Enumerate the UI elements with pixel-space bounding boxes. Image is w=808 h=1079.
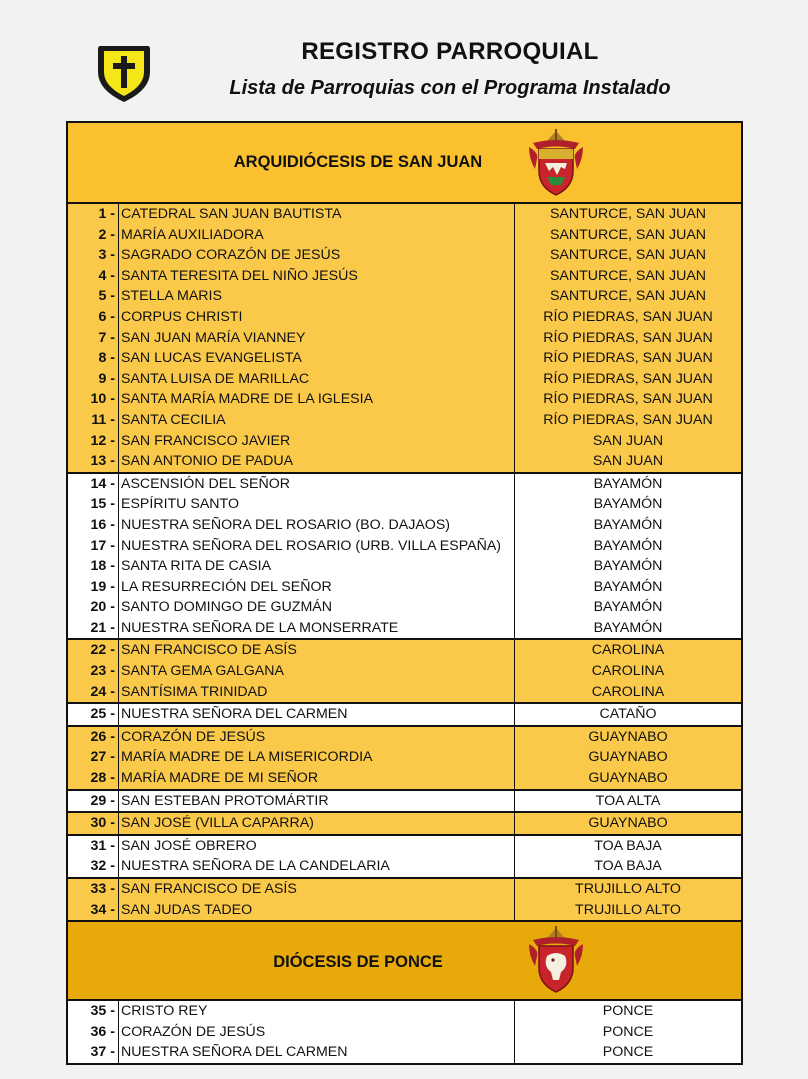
row-group [68,474,741,641]
parish-city: RÍO PIEDRAS, SAN JUAN [543,308,713,325]
parish-city: RÍO PIEDRAS, SAN JUAN [543,391,713,408]
table-row [68,536,741,557]
parish-name: SANTA CECILIA [119,410,515,431]
parish-name: SANTA TERESITA DEL NIÑO JESÚS [119,266,515,287]
row-number: 9 - [68,369,119,390]
row-number: 29 - [68,791,119,812]
parish-name: NUESTRA SEÑORA DEL ROSARIO (BO. DAJAOS) [119,515,515,536]
parish-city: TRUJILLO ALTO [575,881,681,897]
table-row [68,836,741,857]
table-row [68,266,741,287]
row-number: 36 - [68,1022,119,1043]
parish-name: SAN JUAN MARÍA VIANNEY [119,328,515,349]
table-row [68,900,741,921]
parish-name: SANTA MARÍA MADRE DE LA IGLESIA [119,389,515,410]
parish-city: SANTURCE, SAN JUAN [549,267,707,284]
parish-name: CRISTO REY [119,1001,515,1022]
parish-city: PONCE [602,1003,654,1020]
parish-city: SANTURCE, SAN JUAN [549,247,707,264]
parish-name: SAN LUCAS EVANGELISTA [119,348,515,369]
section-header-ponce [68,920,741,1001]
parish-city: TOA BAJA [594,858,662,875]
parish-city: TRUJILLO ALTO [575,901,681,918]
parish-city: SAN JUAN [592,453,664,470]
parish-name: NUESTRA SEÑORA DE LA MONSERRATE [119,618,515,639]
parish-city: SANTURCE, SAN JUAN [549,288,707,305]
parish-city: CAROLINA [591,663,665,680]
row-number: 22 - [68,640,119,661]
parish-city: RÍO PIEDRAS, SAN JUAN [543,350,713,367]
table-row [68,245,741,266]
parish-name: SANTA GEMA GALGANA [119,661,515,682]
table-row [68,577,741,598]
parish-name: SAN FRANCISCO JAVIER [119,431,515,452]
row-number: 21 - [68,618,119,639]
table-row [68,369,741,390]
table-row [68,451,741,472]
row-number: 28 - [68,768,119,789]
row-number: 27 - [68,747,119,768]
row-number: 5 - [68,286,119,307]
table-row [68,1022,741,1043]
parish-city: CATAÑO [599,706,657,723]
parish-name: CORAZÓN DE JESÚS [119,1022,515,1043]
row-group [68,1001,741,1063]
parish-name: SAN ANTONIO DE PADUA [119,451,515,472]
table-row [68,474,741,495]
row-number: 33 - [68,879,119,900]
shield-cross-logo-icon [94,42,154,104]
parish-city: BAYAMÓN [593,558,663,575]
parish-name: SAN JUDAS TADEO [119,900,515,921]
row-number: 18 - [68,556,119,577]
parish-name: MARÍA MADRE DE MI SEÑOR [119,768,515,789]
parish-name: SAN FRANCISCO DE ASÍS [119,879,515,900]
row-number: 13 - [68,451,119,472]
parish-city: GUAYNABO [588,770,668,787]
parish-city: RÍO PIEDRAS, SAN JUAN [543,370,713,387]
parish-name: LA RESURRECIÓN DEL SEÑOR [119,577,515,598]
table-row [68,431,741,452]
parish-city: GUAYNABO [588,815,668,832]
parish-name: NUESTRA SEÑORA DEL ROSARIO (URB. VILLA ESPAÑA) [119,536,515,557]
row-group [68,727,741,791]
row-number: 26 - [68,727,119,748]
row-number: 4 - [68,266,119,287]
parish-city: GUAYNABO [588,749,668,766]
row-group [68,836,741,879]
table-row [68,1042,741,1063]
row-group [68,813,741,836]
parish-city: CAROLINA [591,683,665,700]
table-row [68,879,741,900]
parish-name: NUESTRA SEÑORA DEL CARMEN [119,704,515,725]
parish-city: CAROLINA [591,642,665,659]
row-number: 11 - [68,410,119,431]
table-row [68,856,741,877]
parish-city: GUAYNABO [588,728,668,745]
row-number: 10 - [68,389,119,410]
parish-city: BAYAMÓN [593,578,663,595]
parish-city: SANTURCE, SAN JUAN [549,226,707,243]
section-header-san-juan [68,123,741,204]
parish-city: TOA ALTA [595,792,661,809]
page-title: REGISTRO PARROQUIAL [301,38,599,65]
table-row [68,640,741,661]
parish-city: TOA BAJA [594,837,662,854]
archdiocese-crest-icon [525,129,587,199]
parish-city: RÍO PIEDRAS, SAN JUAN [543,411,713,428]
table-row [68,661,741,682]
table-row [68,791,741,812]
row-group [68,204,741,474]
parish-name: SAN JOSÉ (VILLA CAPARRA) [119,813,515,834]
table-row [68,556,741,577]
parish-name: SAN FRANCISCO DE ASÍS [119,640,515,661]
parish-city: PONCE [602,1044,654,1061]
row-number: 14 - [68,474,119,495]
row-number: 17 - [68,536,119,557]
row-number: 1 - [68,204,119,225]
row-number: 20 - [68,597,119,618]
table-row [68,328,741,349]
parish-city: SANTURCE, SAN JUAN [549,206,707,222]
parish-name: STELLA MARIS [119,286,515,307]
table-row [68,727,741,748]
section-title: DIÓCESIS DE PONCE [273,953,443,972]
row-number: 30 - [68,813,119,834]
parish-name: MARÍA AUXILIADORA [119,225,515,246]
row-number: 19 - [68,577,119,598]
parish-city: BAYAMÓN [593,537,663,554]
parish-name: MARÍA MADRE DE LA MISERICORDIA [119,747,515,768]
table-row [68,515,741,536]
table-row [68,704,741,725]
parish-name: ASCENSIÓN DEL SEÑOR [119,474,515,495]
table-row [68,286,741,307]
parish-city: BAYAMÓN [593,619,663,636]
row-number: 23 - [68,661,119,682]
row-number: 32 - [68,856,119,877]
table-row [68,813,741,834]
parish-name: NUESTRA SEÑORA DE LA CANDELARIA [119,856,515,877]
parish-city: PONCE [602,1023,654,1040]
row-number: 24 - [68,682,119,703]
table-row [68,410,741,431]
parish-city: RÍO PIEDRAS, SAN JUAN [543,329,713,346]
parish-city: SAN JUAN [592,432,664,449]
parish-city: BAYAMÓN [593,599,663,616]
table-row [68,682,741,703]
row-number: 15 - [68,494,119,515]
table-row [68,747,741,768]
row-number: 34 - [68,900,119,921]
parish-name: SAN JOSÉ OBRERO [119,836,515,857]
parish-name: CORPUS CHRISTI [119,307,515,328]
row-group [68,640,741,704]
table-row [68,307,741,328]
row-number: 25 - [68,704,119,725]
table-row [68,225,741,246]
parish-name: SANTÍSIMA TRINIDAD [119,682,515,703]
row-group [68,791,741,814]
table-row [68,768,741,789]
diocese-crest-icon [525,926,587,996]
parish-table [66,121,743,1065]
parish-name: NUESTRA SEÑORA DEL CARMEN [119,1042,515,1063]
row-number: 35 - [68,1001,119,1022]
table-row [68,204,741,225]
table-row [68,1001,741,1022]
table-row [68,389,741,410]
section-body-san-juan [68,204,741,920]
parish-city: BAYAMÓN [593,475,663,492]
page-subtitle: Lista de Parroquias con el Programa Instalado [229,77,671,99]
row-number: 6 - [68,307,119,328]
parish-name: SANTA RITA DE CASIA [119,556,515,577]
parish-name: CATEDRAL SAN JUAN BAUTISTA [119,204,515,225]
row-number: 37 - [68,1042,119,1063]
row-number: 12 - [68,431,119,452]
parish-city: BAYAMÓN [593,516,663,533]
row-number: 3 - [68,245,119,266]
row-group [68,879,741,920]
parish-name: CORAZÓN DE JESÚS [119,727,515,748]
row-number: 16 - [68,515,119,536]
row-number: 7 - [68,328,119,349]
row-number: 8 - [68,348,119,369]
section-title: ARQUIDIÓCESIS DE SAN JUAN [233,153,483,171]
table-row [68,618,741,639]
parish-name: SAGRADO CORAZÓN DE JESÚS [119,245,515,266]
table-row [68,348,741,369]
table-row [68,494,741,515]
parish-name: SAN ESTEBAN PROTOMÁRTIR [119,791,515,812]
parish-name: SANTO DOMINGO DE GUZMÁN [119,597,515,618]
parish-city: BAYAMÓN [593,496,663,513]
row-group [68,704,741,727]
parish-name: SANTA LUISA DE MARILLAC [119,369,515,390]
row-number: 2 - [68,225,119,246]
table-row [68,597,741,618]
parish-name: ESPÍRITU SANTO [119,494,515,515]
section-body-ponce [68,1001,741,1063]
row-number: 31 - [68,836,119,857]
